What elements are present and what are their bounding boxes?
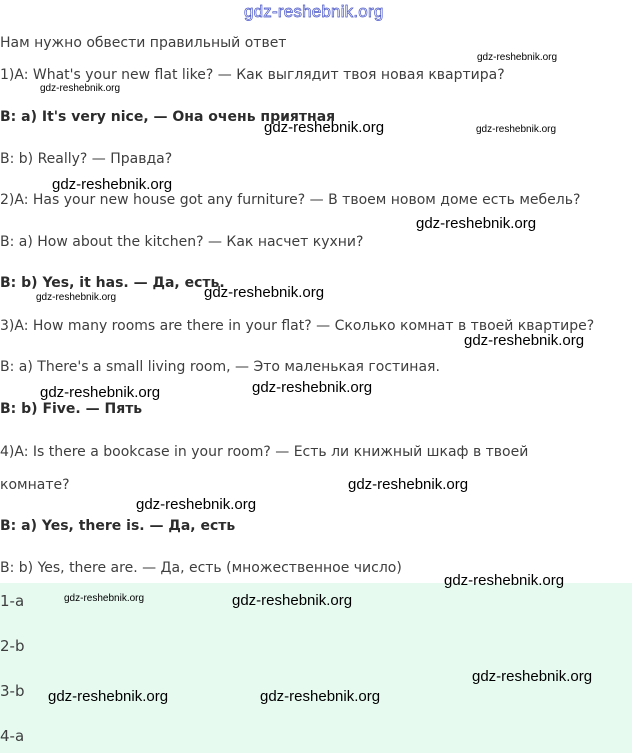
watermark: gdz-reshebnik.org xyxy=(136,496,257,513)
question-3-option-a: B: a) There's a small living room, — Это маленькая гостиная. xyxy=(0,359,440,375)
watermark: gdz-reshebnik.org xyxy=(40,83,121,94)
watermark: gdz-reshebnik.org xyxy=(444,572,565,589)
watermark: gdz-reshebnik.org xyxy=(348,476,469,493)
watermark: gdz-reshebnik.org xyxy=(260,688,381,705)
watermark: gdz-reshebnik.org xyxy=(252,379,373,396)
watermark: gdz-reshebnik.org xyxy=(232,592,353,609)
watermark: gdz-reshebnik.org xyxy=(264,119,385,136)
question-3: 3)A: How many rooms are there in your flat? — Сколько комнат в твоей квартире? xyxy=(0,318,595,334)
answer-3: 3-b xyxy=(0,682,25,700)
watermark: gdz-reshebnik.org xyxy=(36,292,117,303)
question-1: 1)A: What's your new flat like? — Как выглядит твоя новая квартира? xyxy=(0,67,505,83)
question-1-option-b: B: b) Really? — Правда? xyxy=(0,151,173,167)
watermark: gdz-reshebnik.org xyxy=(204,284,325,301)
watermark: gdz-reshebnik.org xyxy=(477,52,558,63)
question-4-option-b: B: b) Yes, there are. — Да, есть (множественное число) xyxy=(0,560,402,576)
intro-text: Нам нужно обвести правильный ответ xyxy=(0,35,287,51)
question-1-option-a: B: a) It's very nice, — Она очень приятная xyxy=(0,109,336,125)
watermark: gdz-reshebnik.org xyxy=(40,384,161,401)
answer-1: 1-a xyxy=(0,592,25,610)
question-2: 2)A: Has your new house got any furniture? — В твоем новом доме есть мебель? xyxy=(0,192,581,208)
site-logo-watermark: gdz-reshebnik.org xyxy=(244,2,384,21)
question-2-option-a: B: a) How about the kitchen? — Как насчет кухни? xyxy=(0,234,364,250)
answer-4: 4-a xyxy=(0,727,25,745)
watermark: gdz-reshebnik.org xyxy=(472,668,593,685)
watermark: gdz-reshebnik.org xyxy=(416,215,537,232)
watermark: gdz-reshebnik.org xyxy=(64,593,145,604)
question-2-option-b: B: b) Yes, it has. — Да, есть. xyxy=(0,275,225,291)
question-3-option-b: B: b) Five. — Пять xyxy=(0,401,143,417)
watermark: gdz-reshebnik.org xyxy=(476,124,557,135)
question-4-line-2: комнате? xyxy=(0,477,70,493)
watermark: gdz-reshebnik.org xyxy=(464,332,585,349)
question-4-option-a: B: a) Yes, there is. — Да, есть xyxy=(0,518,236,534)
watermark: gdz-reshebnik.org xyxy=(52,176,173,193)
question-4-line-1: 4)A: Is there a bookcase in your room? — Есть ли книжный шкаф в твоей xyxy=(0,444,529,460)
answer-2: 2-b xyxy=(0,637,25,655)
watermark: gdz-reshebnik.org xyxy=(48,688,169,705)
